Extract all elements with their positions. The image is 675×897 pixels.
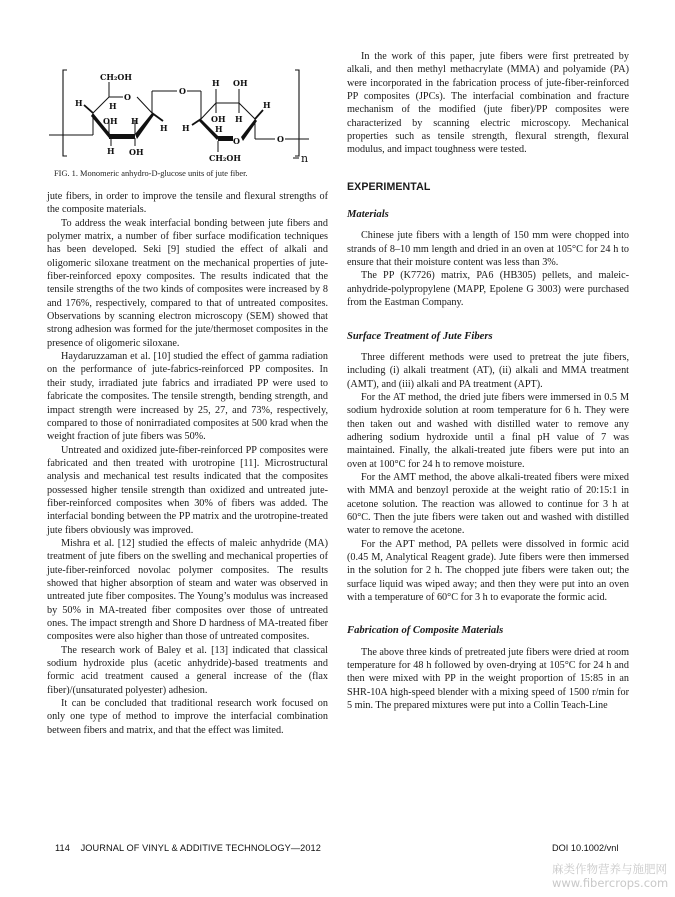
paragraph: The research work of Baley et al. [13] indicated that classical sodium hydroxide plus (acetic anhydride)-based treatments and formic acid treatment caused a general increase of the (flax fiber)/(unsaturated polyester) adhesion. — [47, 644, 328, 696]
subsection-heading-fabrication: Fabrication of Composite Materials — [347, 625, 504, 637]
paragraph: The above three kinds of pretreated jute fibers were dried at room temperature for 48 h followed by oven-drying at 105°C for 24 h and then were mixed with PP in the weight proportion of 15:85 in an SHR-10A high-speed blender with a mixing speed of 1500 r/min for 5 min. The prepared mixtures were put into a Collin Teach-Line — [347, 646, 629, 712]
paragraph: jute fibers, in order to improve the tensile and flexural strengths of the composite materials. — [47, 191, 328, 216]
label-o-ring-2: O — [233, 136, 240, 146]
watermark — [552, 862, 668, 890]
right-column — [347, 50, 629, 712]
intro-paragraph: In the work of this paper, jute fibers were first pretreated by alkali, and then methyl methacrylate (MMA) and polyamide (PA) were incorporated in the fabrication process of jute-fiber-reinforced PP composites (JPCs). The interfacial combination and fracture mechanism of the modified (jute fiber)/PP composites were characterized by scanning electric microscopy. Mechanical properties such as tensile strength, flexural strength, flexural modulus, and impact toughness were tested. — [347, 51, 629, 156]
label-h-7: H — [235, 114, 243, 124]
paragraph: To address the weak interfacial bonding between jute fibers and polymer matrix, a number of fiber surface modification techniques has been developed. Seki [9] studied the effect of alkali and oligomeric siloxane treatment on the mechanical properties of jute-fiber-reinforced epoxy composites. The results indicated that the tensile strengths of the two kinds of composites were increased by 8 and 176%, respectively, compared to that of untreated composites. Observations by scanning electron microscopy (SEM) showed that strong adhesion was formed for the jute/thermoset composites in the presence of oligomeric siloxane. — [47, 217, 328, 349]
label-h-2: H — [109, 101, 117, 111]
paragraph: Haydaruzzaman et al. [10] studied the effect of gamma radiation on the performance of jute-fabrics-reinforced PP composites. In their study, irradiated jute fabrics and irradiated PP were used to fabricate the composites. The tensile strength, bending strength, and impact strength were increased by 25, 27, and 73%, respectively, compared to those of nonirradiated composites at 500 krad when the weight fraction of jute fibers was 50%. — [47, 351, 328, 443]
label-h-4: H — [160, 123, 168, 133]
left-column — [47, 58, 328, 737]
label-ch2oh-2: CH₂OH — [209, 153, 241, 163]
label-o-ring-1: O — [124, 92, 131, 102]
label-h-3: H — [131, 116, 139, 126]
label-o-chain: O — [277, 134, 284, 144]
figure-caption: FIG. 1. Monomeric anhydro-D-glucose units of jute fiber. — [54, 169, 248, 178]
page-number: 114 — [55, 843, 70, 853]
label-o-bridge: O — [179, 86, 186, 96]
section-heading-experimental: EXPERIMENTAL — [347, 180, 431, 193]
paragraph: For the AT method, the dried jute fibers were immersed in 0.5 M sodium hydroxide solution at room temperature for 6 h. They were then taken out and washed with distilled water to remove any adhering sodium hydroxide until a final pH value of 7 was maintained. Finally, the alkali-treated jute fibers were put into an oven at 100°C for 24 h to remove moisture. — [347, 391, 629, 470]
journal-name: JOURNAL OF VINYL & ADDITIVE TECHNOLOGY—2012 — [80, 843, 321, 853]
subsection-heading-surface-treatment: Surface Treatment of Jute Fibers — [347, 330, 493, 342]
paragraph: It can be concluded that traditional research work focused on only one type of method to improve the interfacial combination between fibers and matrix, and that the effect was limited. — [47, 698, 328, 736]
label-oh-4: OH — [211, 114, 226, 124]
chemical-structure-diagram — [37, 58, 337, 168]
label-h-10: H — [215, 124, 223, 134]
paragraph: Mishra et al. [12] studied the effects of maleic anhydride (MA) treatment of jute fibers on the swelling and mechanical properties of jute-fiber-reinforced novolac polymer composites. The results showed that higher absorption of steam and water was observed in untreated jute fiber composites. The Young’s modulus was increased by 50% in MA-treated fiber composites over those of untreated ones. The impact strength and Shore D hardness of MA-treated fiber composites were also higher than those of untreated composites. — [47, 537, 328, 643]
paragraph: Three different methods were used to pretreat the jute fibers, including (i) alkali treatment (AT), (ii) alkali and MMA treatment (AMT), and (iii) alkali and PA treatment (APT). — [347, 351, 629, 390]
paragraph: Untreated and oxidized jute-fiber-reinforced PP composites were fabricated and then treated with urotropine [11]. Microstructural analysis and mechanical test results indicated that the composites possessed higher tensile strength than oxidized and untreated jute-fiber-reinforced composites when 30% of fibers was added. The interfacial bonding between the PP matrix and the urotropine-treated jute fibers obviously was improved. — [47, 444, 328, 536]
paragraph: Chinese jute fibers with a length of 150 mm were chopped into strands of 8–10 mm length and dried in an oven at 105°C for 24 h to ensure that their moisture content was less than 3%. — [347, 230, 629, 269]
doi: DOI 10.1002/vnl — [552, 843, 619, 853]
watermark-url: www.fibercrops.com — [552, 876, 669, 890]
paragraph: For the APT method, PA pellets were dissolved in formic acid (0.45 M, Analytical Reagent grade). Jute fibers were then immersed in the solution for 2 h. The chopped jute fibers were taken out; the surface liquid was wiped away; and then they were put into an oven with a temperature of 60°C for 3 h to evaporate the formic acid. — [347, 538, 629, 604]
label-ch2oh-1: CH₂OH — [100, 72, 132, 82]
page-footer-left — [55, 843, 321, 853]
label-oh-1: OH — [103, 116, 118, 126]
paragraph: For the AMT method, the above alkali-treated fibers were mixed with MMA and benzoyl peroxide at the weight ratio of 20:15:1 in acetone solution. The reaction was allowed to continue for 3 h at 60°C. Then the jute fibers were taken out and washed with distilled water to remove the acetone. — [347, 471, 629, 537]
paragraph: The PP (K7726) matrix, PA6 (HB305) pellets, and maleic-anhydride-polypropylene (MAPP, Epolene G 3003) were purchased from the Eastman Company. — [347, 270, 629, 309]
left-bracket — [63, 70, 67, 156]
label-h-6: H — [212, 78, 220, 88]
label-h-9: H — [182, 123, 190, 133]
figure-1-glucose-structure — [47, 58, 328, 168]
label-h-1: H — [75, 98, 83, 108]
subsection-heading-materials: Materials — [347, 209, 389, 221]
watermark-chinese: 麻类作物营养与施肥网 — [552, 862, 667, 876]
label-oh-2: OH — [129, 147, 144, 157]
label-h-5: H — [107, 146, 115, 156]
label-oh-3: OH — [233, 78, 248, 88]
label-n-subscript: n — [301, 152, 309, 165]
label-h-8: H — [263, 100, 271, 110]
right-bracket — [295, 70, 299, 156]
